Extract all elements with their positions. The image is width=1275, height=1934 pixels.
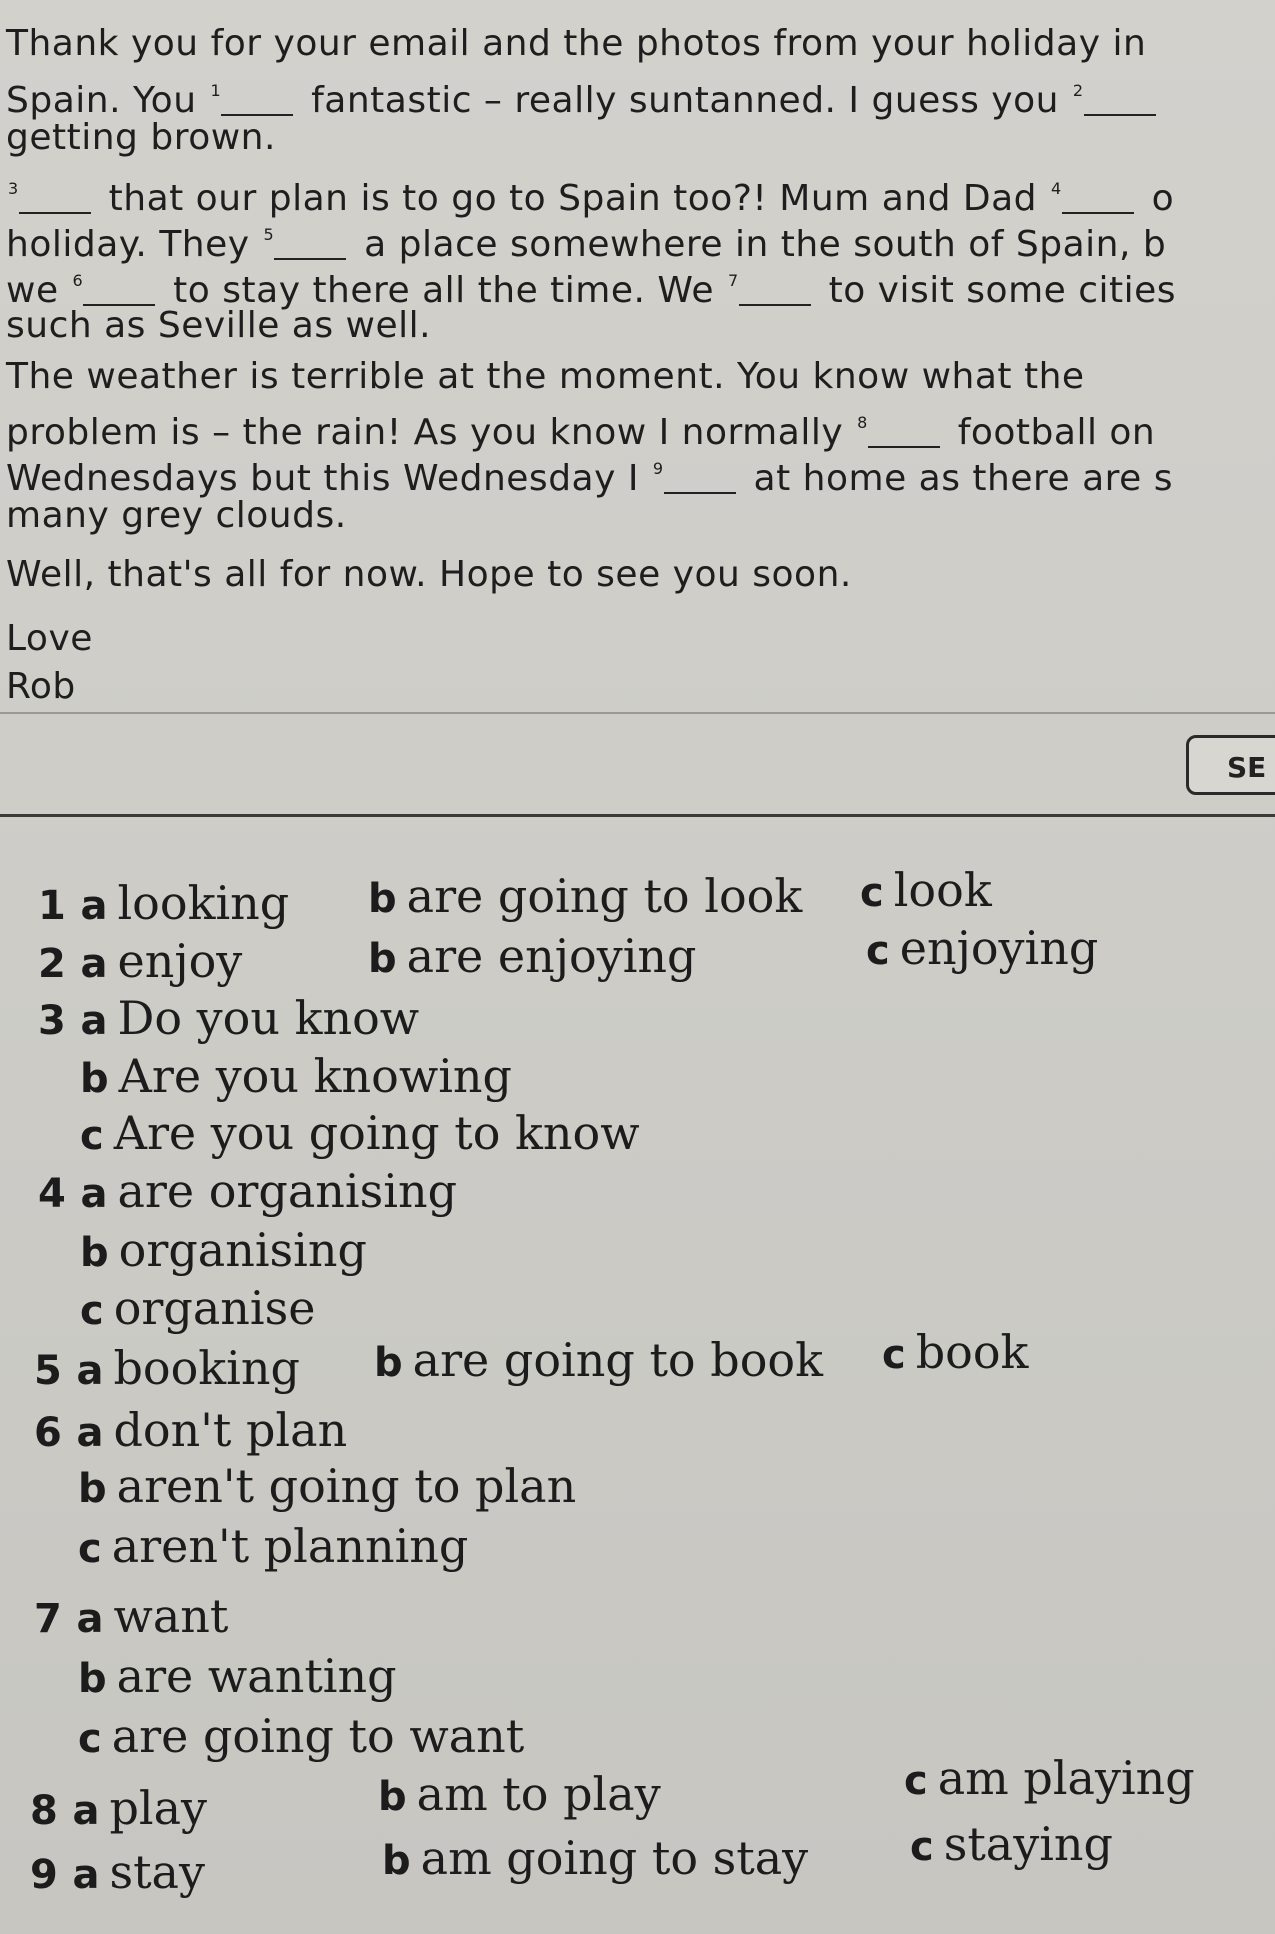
letter-line-7: such as Seville as well. (6, 305, 432, 346)
gap-3 (19, 182, 91, 214)
option-8c: c am playing (904, 1751, 1195, 1805)
letter-line-5: holiday. They $^5$ a place somewhere in the south of Spain, b (6, 224, 1167, 265)
letter-signature: Rob (6, 666, 76, 707)
option-9b: b am going to stay (382, 1831, 809, 1885)
option-3a: 3 a Do you know (38, 991, 420, 1045)
letter-sign-off: Love (6, 618, 93, 659)
gap-4 (1062, 182, 1134, 214)
letter-line-1: Thank you for your email and the photos from your holiday in (6, 23, 1147, 64)
letter-line-12: Well, that's all for now. Hope to see you soon. (6, 554, 852, 595)
divider-thin (0, 712, 1275, 714)
option-1c: c look (860, 863, 992, 917)
option-1a: 1 a looking (38, 876, 290, 930)
option-8a: 8 a play (30, 1781, 208, 1835)
gap-1 (221, 84, 293, 116)
option-7a: 7 a want (34, 1589, 229, 1643)
option-2b: b are enjoying (368, 929, 697, 983)
option-4a: 4 a are organising (38, 1164, 458, 1218)
option-3b: b Are you knowing (80, 1049, 512, 1103)
option-9c: c staying (910, 1817, 1114, 1871)
option-6a: 6 a don't plan (34, 1403, 348, 1457)
option-2a: 2 a enjoy (38, 934, 243, 988)
gap-6 (83, 274, 155, 306)
option-6c: c aren't planning (78, 1519, 469, 1573)
gap-2 (1084, 84, 1156, 116)
letter-line-8: The weather is terrible at the moment. You know what the (6, 356, 1085, 397)
option-1b: b are going to look (368, 869, 803, 923)
letter-line-6: we $^6$ to stay there all the time. We $^7$ to visit some cities (6, 270, 1177, 311)
option-5a: 5 a booking (34, 1341, 300, 1395)
divider-thick (0, 814, 1275, 817)
gap-7 (739, 274, 811, 306)
letter-line-2: Spain. You $^1$ fantastic – really suntanned. I guess you $^2$ (6, 69, 1162, 123)
option-9a: 9 a stay (30, 1845, 205, 1899)
option-5c: c book (882, 1325, 1029, 1379)
letter-line-4: $^3$ that our plan is to go to Spain too?! Mum and Dad $^4$ o (8, 178, 1175, 219)
option-3c: c Are you going to know (80, 1106, 640, 1160)
gap-8 (868, 416, 940, 448)
option-2c: c enjoying (866, 921, 1099, 975)
option-7c: c are going to want (78, 1709, 525, 1763)
option-7b: b are wanting (78, 1649, 397, 1703)
letter-line-9: problem is – the rain! As you know I normally $^8$ football on (6, 412, 1156, 453)
option-4c: c organise (80, 1281, 316, 1335)
option-4b: b organising (80, 1223, 367, 1277)
option-6b: b aren't going to plan (78, 1459, 577, 1513)
letter-line-3: getting brown. (6, 117, 276, 158)
option-8b: b am to play (378, 1767, 661, 1821)
gap-5 (274, 228, 346, 260)
option-5b: b are going to book (374, 1333, 823, 1387)
letter-line-11: many grey clouds. (6, 495, 347, 536)
gap-9 (664, 462, 736, 494)
section-tab: SE (1186, 735, 1275, 795)
letter-line-10: Wednesdays but this Wednesday I $^9$ at home as there are s (6, 458, 1174, 499)
